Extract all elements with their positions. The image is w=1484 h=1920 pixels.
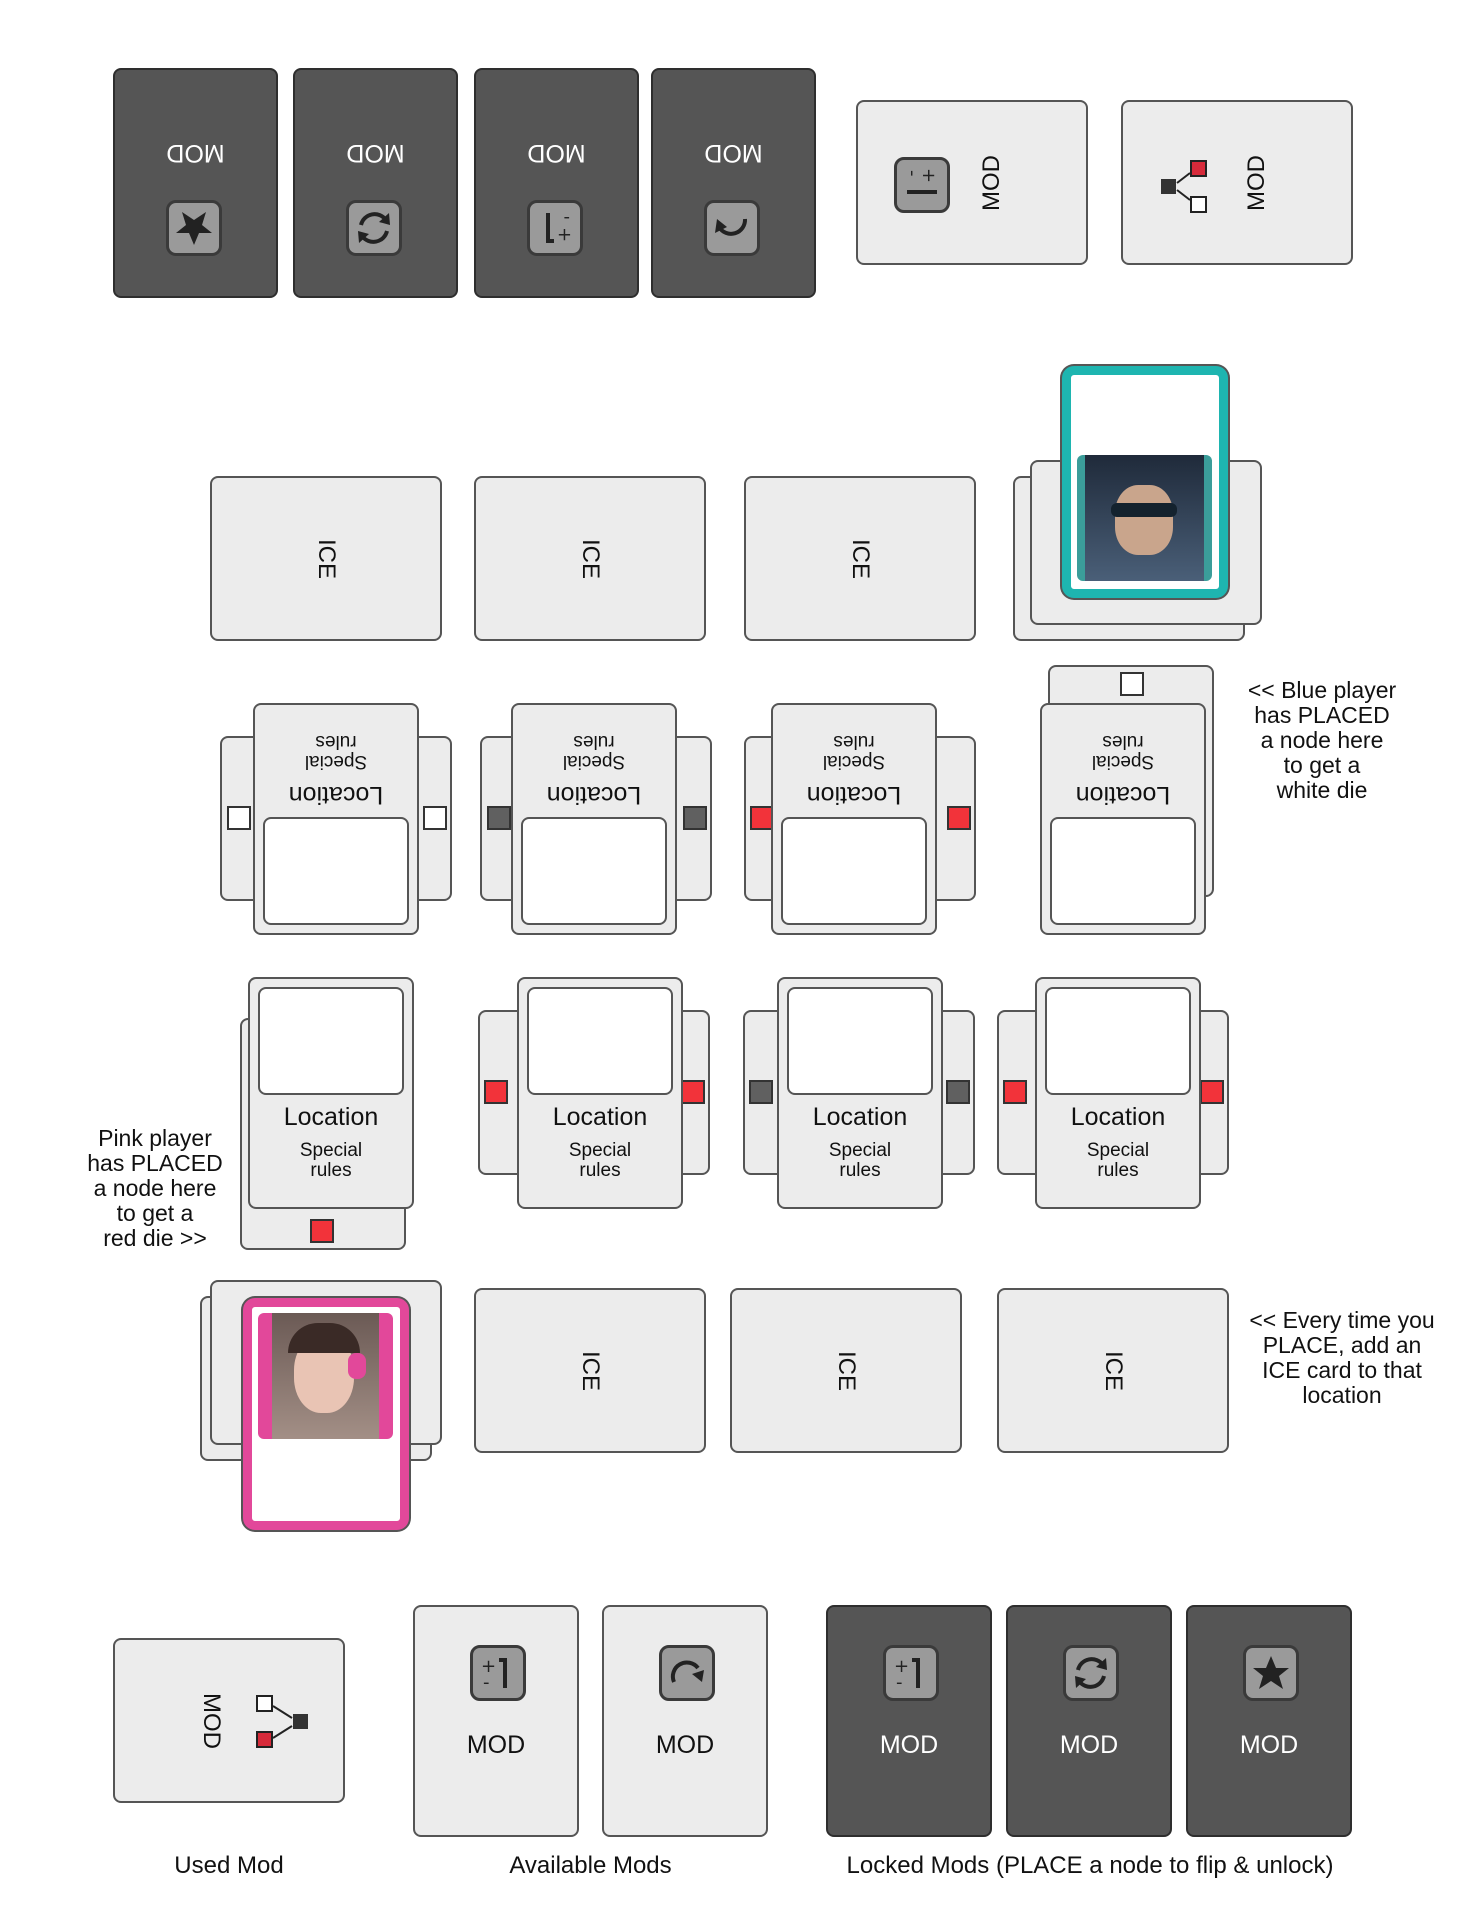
- svg-text:+: +: [556, 224, 572, 245]
- die-slot-white: [423, 806, 447, 830]
- star-icon: [166, 200, 222, 256]
- ice-note: << Every time you PLACE, add an ICE card to that location: [1249, 1307, 1435, 1408]
- die-slot-red: [947, 806, 971, 830]
- caption-locked-mods: Locked Mods (PLACE a node to flip & unlock): [846, 1852, 1334, 1879]
- die-slot-red: [1003, 1080, 1027, 1104]
- ice-label: ICE: [1100, 1350, 1127, 1391]
- svg-text:-: -: [483, 1672, 490, 1693]
- ice-label: ICE: [847, 538, 874, 579]
- mod-label: MOD: [655, 1731, 715, 1759]
- cycle-icon: [1063, 1645, 1119, 1701]
- svg-text:+: +: [894, 1656, 910, 1677]
- location-rules: rules: [579, 1160, 621, 1181]
- ice-label: ICE: [833, 1350, 860, 1391]
- ice-card[interactable]: [474, 476, 706, 641]
- ice-card[interactable]: [744, 476, 976, 641]
- pink-player-note: Pink player has PLACED a node here to get a red die >>: [87, 1125, 223, 1251]
- location-title: Location: [812, 1103, 908, 1131]
- ice-card[interactable]: [730, 1288, 962, 1453]
- location-rules: rules: [315, 731, 357, 752]
- location-card[interactable]: [517, 977, 683, 1209]
- mod-label: MOD: [1243, 154, 1270, 211]
- location-title: Location: [1075, 781, 1171, 809]
- location-special: Special: [1091, 751, 1155, 772]
- location-rules: rules: [1097, 1160, 1139, 1181]
- top-mod-card-star[interactable]: [113, 68, 278, 298]
- svg-text:-: -: [563, 208, 570, 229]
- location-special: Special: [828, 1140, 892, 1161]
- location-title: Location: [1070, 1103, 1166, 1131]
- location-card[interactable]: [248, 977, 414, 1209]
- node-link-icon: [255, 1694, 311, 1750]
- die-slot-red: [310, 1219, 334, 1243]
- location-card-upside-down[interactable]: [253, 703, 419, 935]
- location-special: Special: [304, 751, 368, 772]
- die-slot-red: [681, 1080, 705, 1104]
- plus-minus-icon: [894, 157, 950, 213]
- ice-label: ICE: [313, 538, 340, 579]
- mod-label: MOD: [346, 139, 405, 167]
- blue-player-note: << Blue player has PLACED a node here to get a white die: [1247, 677, 1397, 803]
- locked-mod-card-cycle[interactable]: [1006, 1605, 1172, 1837]
- top-mod-card-node-link-sideways[interactable]: [1121, 100, 1353, 265]
- pink-player-portrait: [258, 1313, 393, 1439]
- location-special: Special: [299, 1140, 363, 1161]
- plus-minus-icon: [883, 1645, 939, 1701]
- caption-available-mods: Available Mods: [509, 1852, 672, 1879]
- die-slot-gray: [946, 1080, 970, 1104]
- rotate-arrow-icon: [704, 200, 760, 256]
- available-mod-card-rotate[interactable]: [602, 1605, 768, 1837]
- location-card-upside-down[interactable]: [771, 703, 937, 935]
- die-slot-white: [1120, 672, 1144, 696]
- ice-card[interactable]: [210, 476, 442, 641]
- rotate-arrow-icon: [659, 1645, 715, 1701]
- node-link-icon: [1159, 157, 1215, 213]
- die-slot-red: [484, 1080, 508, 1104]
- plus-minus-icon: [527, 200, 583, 256]
- location-special: Special: [562, 751, 626, 772]
- blue-player-card[interactable]: [1062, 366, 1228, 598]
- mod-label: MOD: [198, 1692, 225, 1749]
- location-title: Location: [806, 781, 902, 809]
- mod-label: MOD: [1059, 1731, 1119, 1759]
- star-icon: [1243, 1645, 1299, 1701]
- location-rules: rules: [310, 1160, 352, 1181]
- top-mod-card-cycle[interactable]: [293, 68, 458, 298]
- location-title: Location: [552, 1103, 648, 1131]
- locked-mod-card-star[interactable]: [1186, 1605, 1352, 1837]
- locked-mod-card-plus-minus[interactable]: [826, 1605, 992, 1837]
- location-title: Location: [283, 1103, 379, 1131]
- plus-minus-icon: [470, 1645, 526, 1701]
- top-mod-card-rotate[interactable]: [651, 68, 816, 298]
- ice-card[interactable]: [997, 1288, 1229, 1453]
- location-card[interactable]: [1035, 977, 1201, 1209]
- location-special: Special: [1086, 1140, 1150, 1161]
- available-mod-card-plus-minus[interactable]: [413, 1605, 579, 1837]
- blue-player-portrait: [1077, 455, 1212, 581]
- mod-label: MOD: [166, 139, 225, 167]
- location-card-upside-down[interactable]: [511, 703, 677, 935]
- ice-card[interactable]: [474, 1288, 706, 1453]
- die-slot-gray: [749, 1080, 773, 1104]
- svg-text:-: -: [896, 1672, 903, 1693]
- location-special: Special: [568, 1140, 632, 1161]
- svg-text:+: +: [481, 1656, 497, 1677]
- location-card[interactable]: [777, 977, 943, 1209]
- location-card-upside-down[interactable]: [1040, 703, 1206, 935]
- location-special: Special: [822, 751, 886, 772]
- mod-label: MOD: [879, 1731, 939, 1759]
- ice-label: ICE: [577, 538, 604, 579]
- location-rules: rules: [573, 731, 615, 752]
- die-slot-gray: [683, 806, 707, 830]
- svg-text:+: +: [918, 168, 939, 184]
- die-slot-red: [1200, 1080, 1224, 1104]
- mod-label: MOD: [704, 139, 763, 167]
- svg-text:-: -: [902, 170, 923, 177]
- location-rules: rules: [833, 731, 875, 752]
- top-mod-card-plus-minus[interactable]: [474, 68, 639, 298]
- die-slot-white: [227, 806, 251, 830]
- cycle-icon: [346, 200, 402, 256]
- ice-label: ICE: [577, 1350, 604, 1391]
- location-title: Location: [546, 781, 642, 809]
- mod-label: MOD: [527, 139, 586, 167]
- mod-label: MOD: [1239, 1731, 1299, 1759]
- top-mod-card-plus-minus-sideways[interactable]: [856, 100, 1088, 265]
- die-slot-gray: [487, 806, 511, 830]
- mod-label: MOD: [466, 1731, 526, 1759]
- location-title: Location: [288, 781, 384, 809]
- caption-used-mod: Used Mod: [174, 1852, 284, 1879]
- location-rules: rules: [1102, 731, 1144, 752]
- mod-label: MOD: [978, 154, 1005, 211]
- used-mod-card[interactable]: [113, 1638, 345, 1803]
- pink-player-card[interactable]: [243, 1298, 409, 1530]
- location-rules: rules: [839, 1160, 881, 1181]
